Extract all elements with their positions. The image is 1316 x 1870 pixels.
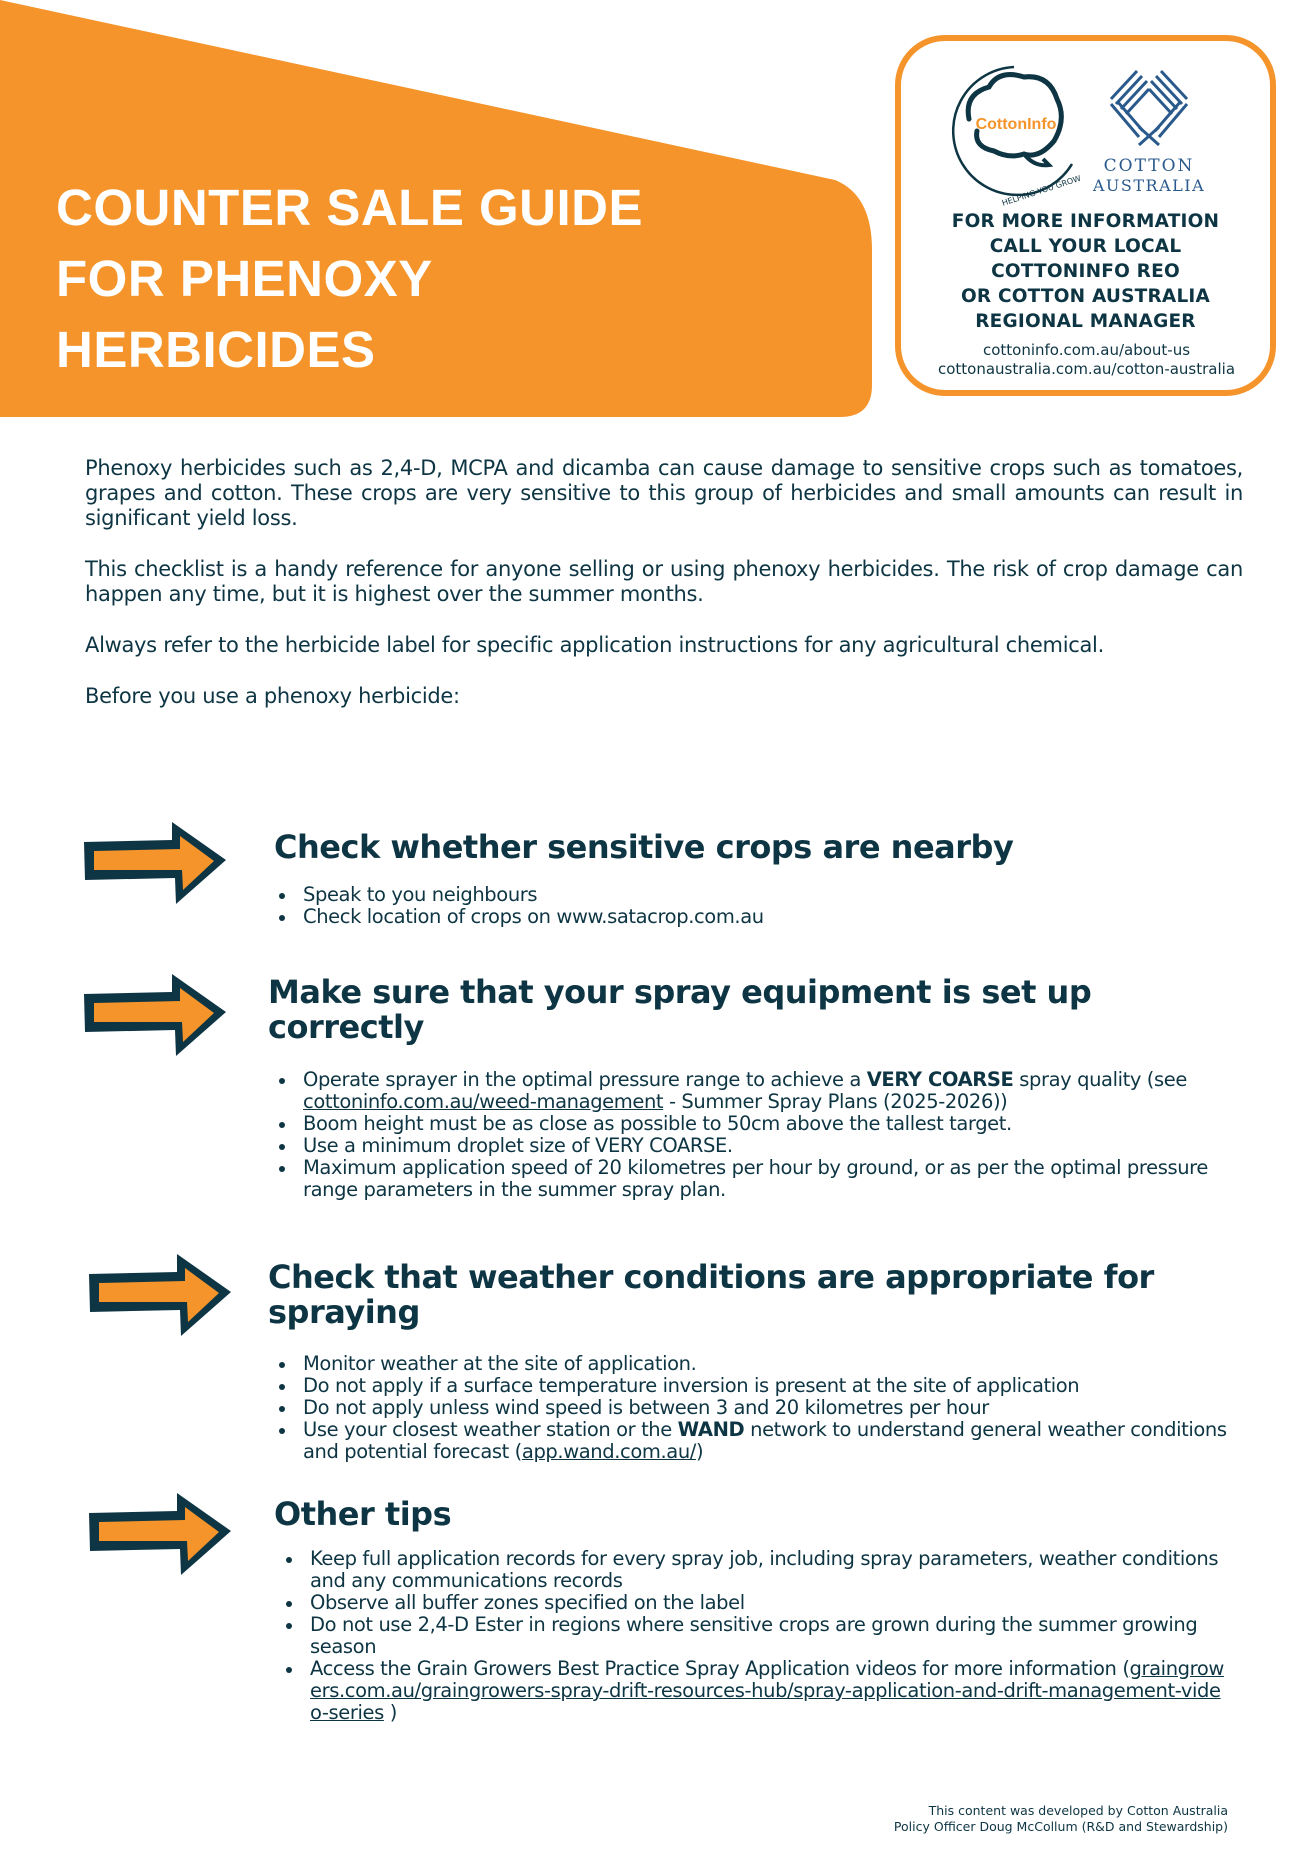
section-heading: Other tips [274, 1495, 452, 1533]
section-heading: Make sure that your spray equipment is set up correctly [268, 973, 1092, 1046]
list-item: Access the Grain Growers Best Practice Spray Application videos for more information (graingrowers.com.au/graingrowers-spray-drift-resources-hub/spray-application-and-drift-management-video-series ) [286, 1658, 1231, 1724]
list-item: Monitor weather at the site of application. [279, 1353, 1239, 1375]
cotton-australia-logo [1092, 71, 1205, 195]
bullet-list [279, 1069, 1214, 1201]
list-item: Boom height must be as close as possible to 50cm above the tallest target. [279, 1113, 1214, 1135]
info-heading [901, 209, 1270, 334]
section-heading: Check whether sensitive crops are nearby [274, 828, 1014, 866]
cotton-australia-line2: AUSTRALIA [1092, 176, 1206, 195]
page-title [56, 172, 643, 385]
info-heading-line: REGIONAL MANAGER [975, 311, 1196, 332]
footer-credit [894, 1803, 1228, 1835]
arrow-right-icon [80, 972, 230, 1058]
info-heading-line: FOR MORE INFORMATION [951, 211, 1220, 232]
info-heading-line: COTTONINFO REO [991, 261, 1180, 282]
footer-line: Policy Officer Doug McCollum (R&D and Stewardship) [893, 1819, 1228, 1834]
footer-line: This content was developed by Cotton Australia [928, 1803, 1228, 1818]
info-box [895, 35, 1276, 396]
list-item: Keep full application records for every spray job, including spray parameters, weather conditions and any communications records [286, 1548, 1231, 1592]
list-item: Maximum application speed of 20 kilometres per hour by ground, or as per the optimal pressure range parameters in the summer spray plan. [279, 1157, 1214, 1201]
partner-logos [939, 59, 1239, 209]
graingrowers-link[interactable]: graingrowers.com.au/graingrowers-spray-drift-resources-hub/spray-application-and-drift-management-video-series [310, 1657, 1224, 1724]
list-item: Speak to you neighbours [279, 884, 1209, 906]
list-item: Use your closest weather station or the WAND network to understand general weather conditions and potential forecast (app.wand.com.au/) [279, 1419, 1239, 1463]
intro-paragraph: Before you use a phenoxy herbicide: [85, 684, 460, 708]
intro [85, 456, 1243, 735]
list-item: Do not use 2,4-D Ester in regions where sensitive crops are grown during the summer growing season [286, 1614, 1231, 1658]
info-heading-line: OR COTTON AUSTRALIA [960, 286, 1211, 307]
bullet-list [286, 1548, 1231, 1724]
arrow-right-icon [85, 1491, 235, 1577]
info-heading-line: CALL YOUR LOCAL [989, 236, 1182, 257]
title-line: FOR PHENOXY [56, 250, 433, 307]
intro-paragraph: This checklist is a handy reference for anyone selling or using phenoxy herbicides. The risk of crop damage can happen any time, but it is highest over the summer months. [85, 557, 1243, 606]
cottoninfo-wordmark: CottonInfo [975, 116, 1057, 133]
title-line: HERBICIDES [56, 321, 376, 378]
cottoninfo-logo [953, 67, 1082, 208]
list-item: Use a minimum droplet size of VERY COARSE. [279, 1135, 1214, 1157]
arrow-right-icon [80, 820, 230, 906]
list-item: Operate sprayer in the optimal pressure range to achieve a VERY COARSE spray quality (see cottoninfo.com.au/weed-management - Summer Spray Plans (2025-2026)) [279, 1069, 1214, 1113]
list-item: Do not apply if a surface temperature inversion is present at the site of application [279, 1375, 1239, 1397]
list-item: Do not apply unless wind speed is between 3 and 20 kilometres per hour [279, 1397, 1239, 1419]
bullet-list [279, 884, 1209, 928]
cottonaustralia-link[interactable]: cottonaustralia.com.au/cotton-australia [937, 360, 1236, 378]
arrow-right-icon [85, 1252, 235, 1338]
list-item: Check location of crops on www.satacrop.com.au [279, 906, 1209, 928]
cottoninfo-tagline: HELPING YOU GROW [1000, 173, 1083, 208]
intro-paragraph: Always refer to the herbicide label for specific application instructions for any agricultural chemical. [85, 633, 1104, 657]
info-links [897, 341, 1276, 379]
cotton-australia-line1: COTTON [1103, 156, 1195, 176]
section-heading: Check that weather conditions are appropriate for spraying [268, 1258, 1154, 1331]
wand-link[interactable]: app.wand.com.au/ [521, 1440, 696, 1463]
weed-management-link[interactable]: cottoninfo.com.au/weed-management [303, 1090, 664, 1113]
title-line: COUNTER SALE GUIDE [56, 179, 644, 236]
cottoninfo-link[interactable]: cottoninfo.com.au/about-us [982, 341, 1191, 359]
bullet-list [279, 1353, 1239, 1463]
intro-paragraph: Phenoxy herbicides such as 2,4-D, MCPA and dicamba can cause damage to sensitive crops such as tomatoes, grapes and cotton. These crops are very sensitive to this group of herbicides and small amounts can result in significant yield loss. [85, 456, 1243, 530]
list-item: Observe all buffer zones specified on the label [286, 1592, 1231, 1614]
